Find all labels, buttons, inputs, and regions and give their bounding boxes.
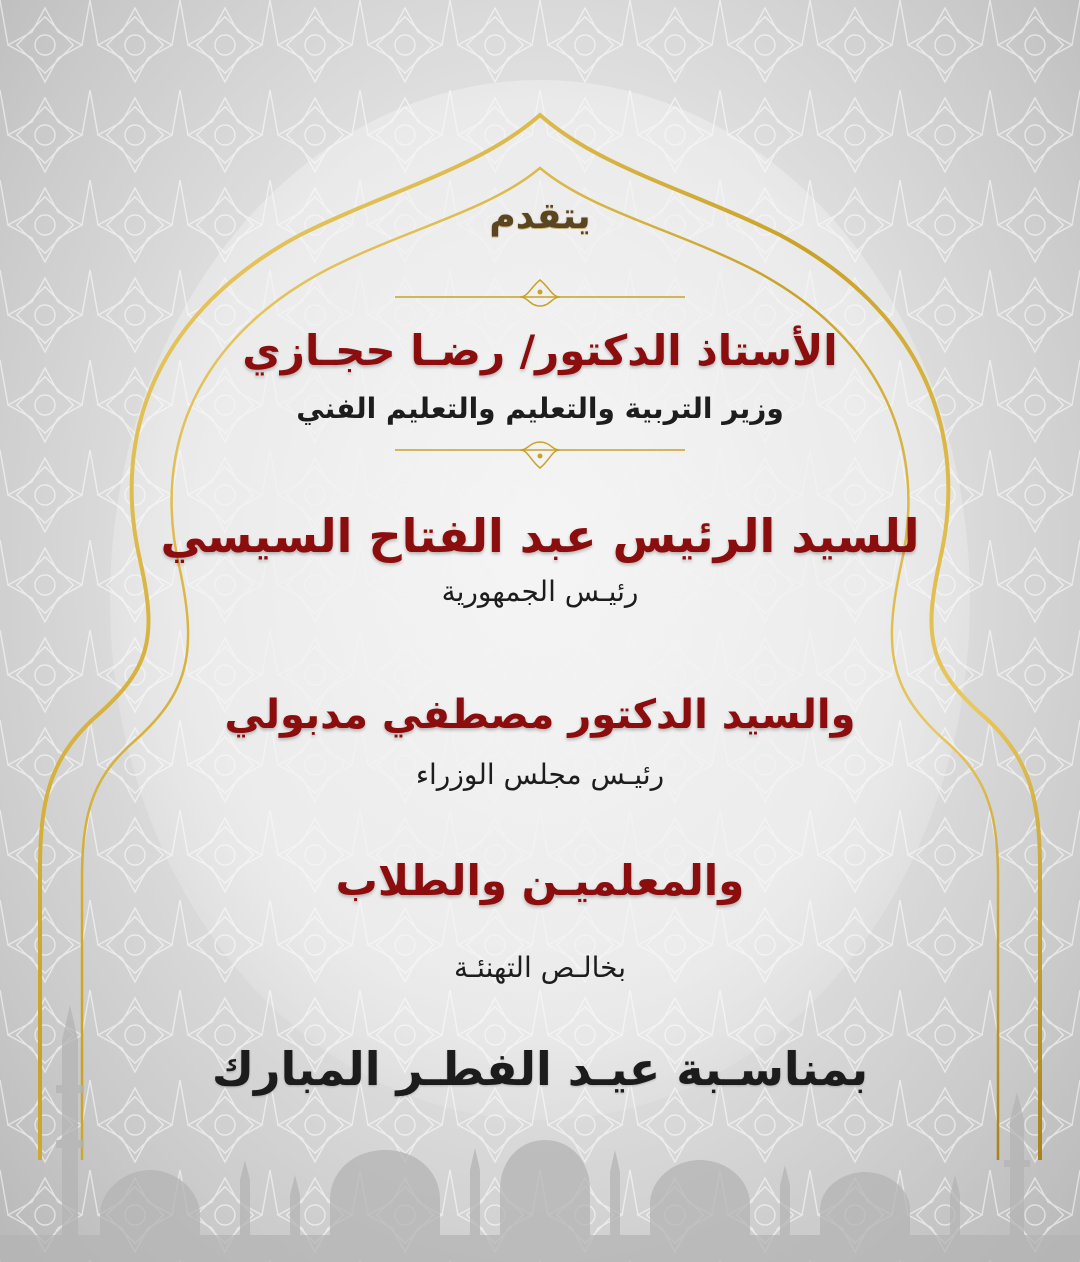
greeting-line: بخالـص التهنئـة bbox=[453, 951, 627, 984]
occasion-line: بمناسـبة عيـد الفطـر المبارك bbox=[211, 1042, 869, 1096]
teachers-students-line: والمعلميـن والطلاب bbox=[335, 856, 745, 905]
presents-label: يتقدم bbox=[489, 196, 591, 237]
president-title: رئيـس الجمهورية bbox=[441, 575, 639, 608]
minister-title: وزير التربية والتعليم والتعليم الفني bbox=[296, 392, 784, 425]
president-name: للسيد الرئيس عبد الفتاح السيسي bbox=[160, 509, 920, 563]
minister-name: الأستاذ الدكتور/ رضـا حجـازي bbox=[242, 326, 838, 375]
prime-minister-name: والسيد الدكتور مصطفي مدبولي bbox=[224, 692, 856, 738]
prime-minister-title: رئيـس مجلس الوزراء bbox=[415, 758, 665, 791]
